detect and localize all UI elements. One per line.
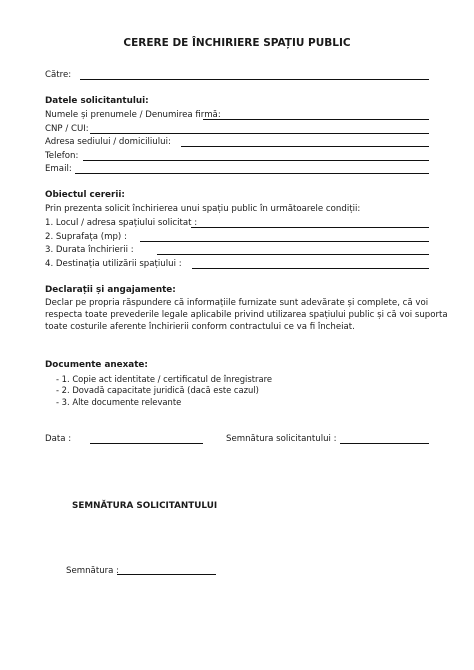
request-item-purpose: 4. Destinația utilizării spațiului :: [45, 259, 182, 269]
signature-field[interactable]: [117, 574, 216, 575]
request-intro: Prin prezenta solicit închirierea unui spațiu public în următoarele condiții:: [45, 204, 361, 214]
area-field[interactable]: [140, 241, 429, 242]
attachments-heading: Documente anexate:: [45, 360, 148, 370]
attachment-item: - 2. Dovadă capacitate juridică (dacă este cazul): [56, 385, 259, 395]
applicant-heading: Datele solicitantului:: [45, 96, 149, 106]
request-item-location: 1. Locul / adresa spațiului solicitat :: [45, 218, 198, 228]
email-field[interactable]: [75, 173, 429, 174]
applicant-signature-label: Semnătura solicitantului :: [226, 434, 337, 444]
declarations-line-1: Declar pe propria răspundere că informațiile furnizate sunt adevărate și complete, că voi: [45, 298, 429, 308]
signature-section-heading: SEMNĂTURA SOLICITANTULUI: [72, 501, 218, 511]
request-heading: Obiectul cererii:: [45, 190, 125, 200]
location-field[interactable]: [191, 227, 429, 228]
address-label: Adresa sediului / domiciliului:: [45, 137, 171, 147]
request-item-duration: 3. Durata închirierii :: [45, 245, 134, 255]
duration-field[interactable]: [157, 254, 429, 255]
attachment-item: - 3. Alte documente relevante: [56, 397, 182, 407]
document-title: CERERE DE ÎNCHIRIERE SPAȚIU PUBLIC: [123, 37, 351, 49]
name-field[interactable]: [203, 119, 429, 120]
signature-label: Semnătura :: [66, 566, 120, 576]
email-label: Email:: [45, 164, 72, 174]
to-label: Către:: [45, 70, 72, 80]
applicant-signature-field[interactable]: [340, 443, 429, 444]
date-field[interactable]: [90, 443, 203, 444]
address-field[interactable]: [181, 146, 429, 147]
name-label: Numele și prenumele / Denumirea firmă:: [45, 110, 221, 120]
declarations-line-2: respecta toate prevederile legale aplicabile privind utilizarea spațiului public și că voi suporta: [45, 310, 448, 320]
attachment-item: - 1. Copie act identitate / certificatul de înregistrare: [56, 374, 273, 384]
purpose-field[interactable]: [192, 268, 429, 269]
declarations-heading: Declarații și angajamente:: [45, 285, 176, 295]
phone-field[interactable]: [83, 160, 429, 161]
cnp-field[interactable]: [90, 133, 429, 134]
request-item-area: 2. Suprafața (mp) :: [45, 232, 127, 242]
to-field[interactable]: [80, 79, 429, 80]
declarations-line-3: toate costurile aferente închirierii conform contractului ce va fi încheiat.: [45, 322, 355, 332]
cnp-label: CNP / CUI:: [45, 124, 89, 134]
date-label: Data :: [45, 434, 72, 444]
phone-label: Telefon:: [45, 151, 79, 161]
